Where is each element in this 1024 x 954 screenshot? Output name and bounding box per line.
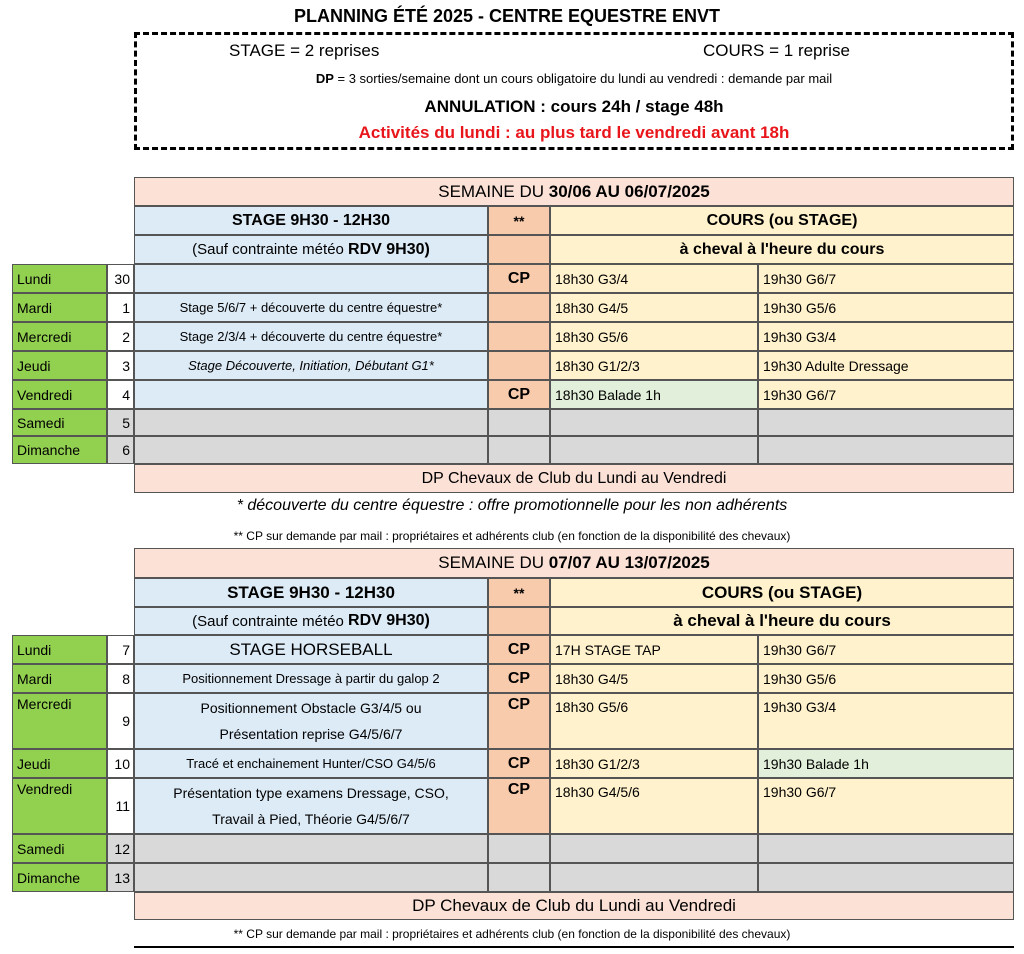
week1-stage: Stage 2/3/4 + découverte du centre équestre* xyxy=(134,322,488,351)
week1-cours-1830 xyxy=(550,409,758,436)
week1-cours-1930: 19h30 G3/4 xyxy=(758,322,1014,351)
week1-cp-header-blank xyxy=(488,235,550,264)
stage-definition: STAGE = 2 reprises xyxy=(229,41,380,60)
week2-cp: CP xyxy=(488,749,550,778)
week2-cp xyxy=(488,834,550,863)
week2-stage xyxy=(134,863,488,892)
week2-cours-1830: 18h30 G4/5/6 xyxy=(550,778,758,834)
week2-cours-1930 xyxy=(758,863,1014,892)
week2-cours-1830 xyxy=(550,863,758,892)
week2-stage-line1: Positionnement Obstacle G3/4/5 ou xyxy=(200,700,422,716)
week1-cp: CP xyxy=(488,380,550,409)
week2-date: 7 xyxy=(107,635,134,664)
week2-meteo-note: (Sauf contrainte météo RDV 9H30) xyxy=(134,607,488,635)
week2-stage xyxy=(134,693,488,749)
week1-stage xyxy=(134,436,488,464)
week2-stage-header: STAGE 9H30 - 12H30 xyxy=(134,578,488,607)
week1-cp xyxy=(488,436,550,464)
week2-cp-header-blank xyxy=(488,607,550,635)
week2-dp-footer: DP Chevaux de Club du Lundi au Vendredi xyxy=(134,892,1014,920)
week2-date: 10 xyxy=(107,749,134,778)
week1-date: 4 xyxy=(107,380,134,409)
week1-cp: CP xyxy=(488,264,550,293)
week1-cours-1830 xyxy=(550,436,758,464)
week1-cours-1930 xyxy=(758,436,1014,464)
week1-day: Dimanche xyxy=(12,436,107,464)
week1-date: 5 xyxy=(107,409,134,436)
week2-date: 13 xyxy=(107,863,134,892)
week2-cours-header: COURS (ou STAGE) xyxy=(550,578,1014,607)
week1-star-note: * découverte du centre équestre : offre promotionnelle pour les non adhérents xyxy=(236,497,788,514)
week1-cours-header: COURS (ou STAGE) xyxy=(550,206,1014,235)
week1-stage xyxy=(134,380,488,409)
week2-day: Samedi xyxy=(12,834,107,863)
week2-date: 12 xyxy=(107,834,134,863)
cours-definition: COURS = 1 reprise xyxy=(703,41,850,60)
week2-stage: Tracé et enchainement Hunter/CSO G4/5/6 xyxy=(134,749,488,778)
week2-date: 8 xyxy=(107,664,134,693)
week2-cp: CP xyxy=(488,635,550,664)
week1-cp xyxy=(488,322,550,351)
week1-day: Mercredi xyxy=(12,322,107,351)
week1-date: 3 xyxy=(107,351,134,380)
week2-stage xyxy=(134,834,488,863)
week1-cours-1930: 19h30 Adulte Dressage xyxy=(758,351,1014,380)
week2-stage-line2: Travail à Pied, Théorie G4/5/6/7 xyxy=(212,811,410,827)
week1-stage-header: STAGE 9H30 - 12H30 xyxy=(134,206,488,235)
week2-stars-header: ** xyxy=(488,578,550,607)
bottom-rule xyxy=(134,946,1014,948)
week2-date: 11 xyxy=(107,778,134,834)
week2-cheval-note: à cheval à l'heure du cours xyxy=(550,607,1014,635)
week1-stars-header: ** xyxy=(488,206,550,235)
week2-cp-note: ** CP sur demande par mail : propriétaires et adhérents club (en fonction de la disponibilité des chevaux) xyxy=(233,927,791,941)
week1-date: 6 xyxy=(107,436,134,464)
week2-cours-1930: 19h30 G6/7 xyxy=(758,778,1014,834)
week1-cours-1930: 19h30 G5/6 xyxy=(758,293,1014,322)
week2-title: SEMAINE DU 07/07 AU 13/07/2025 xyxy=(134,548,1014,578)
week2-day: Vendredi xyxy=(12,778,107,834)
week1-cp-note: ** CP sur demande par mail : propriétaires et adhérents club (en fonction de la disponibilité des chevaux) xyxy=(233,529,791,543)
week2-cp: CP xyxy=(488,693,550,749)
dp-definition: DP = 3 sorties/semaine dont un cours obligatoire du lundi au vendredi : demande par mail xyxy=(315,71,833,86)
week2-cours-1930: 19h30 G3/4 xyxy=(758,693,1014,749)
lundi-deadline-note: Activités du lundi : au plus tard le vendredi avant 18h xyxy=(358,123,790,142)
week2-date: 9 xyxy=(107,693,134,749)
week1-day: Lundi xyxy=(12,264,107,293)
annulation-note: ANNULATION : cours 24h / stage 48h xyxy=(424,97,724,116)
week2-stage xyxy=(134,778,488,834)
week2-cours-1830: 18h30 G4/5 xyxy=(550,664,758,693)
week2-cp: CP xyxy=(488,664,550,693)
week1-date: 1 xyxy=(107,293,134,322)
week2-day: Mercredi xyxy=(12,693,107,749)
week2-day: Lundi xyxy=(12,635,107,664)
week1-stage xyxy=(134,264,488,293)
week2-cours-1830: 17H STAGE TAP xyxy=(550,635,758,664)
week1-cours-1830: 18h30 G5/6 xyxy=(550,322,758,351)
week1-day: Vendredi xyxy=(12,380,107,409)
week2-day: Jeudi xyxy=(12,749,107,778)
week1-cours-1830: 18h30 Balade 1h xyxy=(550,380,758,409)
week2-cours-1930: 19h30 Balade 1h xyxy=(758,749,1014,778)
week1-cours-1830: 18h30 G1/2/3 xyxy=(550,351,758,380)
week1-cours-1930: 19h30 G6/7 xyxy=(758,380,1014,409)
week1-dp-footer: DP Chevaux de Club du Lundi au Vendredi xyxy=(134,464,1014,493)
week1-meteo-note: (Sauf contrainte météo RDV 9H30) xyxy=(134,235,488,264)
week2-day: Dimanche xyxy=(12,863,107,892)
week2-cours-1930: 19h30 G5/6 xyxy=(758,664,1014,693)
page-title: PLANNING ÉTÉ 2025 - CENTRE EQUESTRE ENVT xyxy=(293,6,721,26)
week1-cours-1930: 19h30 G6/7 xyxy=(758,264,1014,293)
week2-stage-line1: Présentation type examens Dressage, CSO, xyxy=(173,785,449,801)
week1-title: SEMAINE DU 30/06 AU 06/07/2025 xyxy=(134,177,1014,206)
week1-cours-1830: 18h30 G4/5 xyxy=(550,293,758,322)
week1-cp xyxy=(488,351,550,380)
week2-cours-1830: 18h30 G1/2/3 xyxy=(550,749,758,778)
week1-date: 2 xyxy=(107,322,134,351)
week1-cheval-note: à cheval à l'heure du cours xyxy=(550,235,1014,264)
week1-cp xyxy=(488,293,550,322)
week1-date: 30 xyxy=(107,264,134,293)
week1-cours-1830: 18h30 G3/4 xyxy=(550,264,758,293)
week2-day: Mardi xyxy=(12,664,107,693)
week1-day: Mardi xyxy=(12,293,107,322)
week1-stage: Stage 5/6/7 + découverte du centre équestre* xyxy=(134,293,488,322)
week2-cp xyxy=(488,863,550,892)
week1-stage: Stage Découverte, Initiation, Débutant G1* xyxy=(134,351,488,380)
info-box xyxy=(134,32,1014,150)
week2-cours-1930: 19h30 G6/7 xyxy=(758,635,1014,664)
week1-day: Samedi xyxy=(12,409,107,436)
week1-stage xyxy=(134,409,488,436)
week2-cours-1830 xyxy=(550,834,758,863)
week1-day: Jeudi xyxy=(12,351,107,380)
week2-cours-1830: 18h30 G5/6 xyxy=(550,693,758,749)
week2-cours-1930 xyxy=(758,834,1014,863)
week1-cp xyxy=(488,409,550,436)
week2-stage: STAGE HORSEBALL xyxy=(134,635,488,664)
week2-stage-line2: Présentation reprise G4/5/6/7 xyxy=(219,726,403,742)
week1-cours-1930 xyxy=(758,409,1014,436)
week2-cp: CP xyxy=(488,778,550,834)
week2-stage: Positionnement Dressage à partir du galop 2 xyxy=(134,664,488,693)
